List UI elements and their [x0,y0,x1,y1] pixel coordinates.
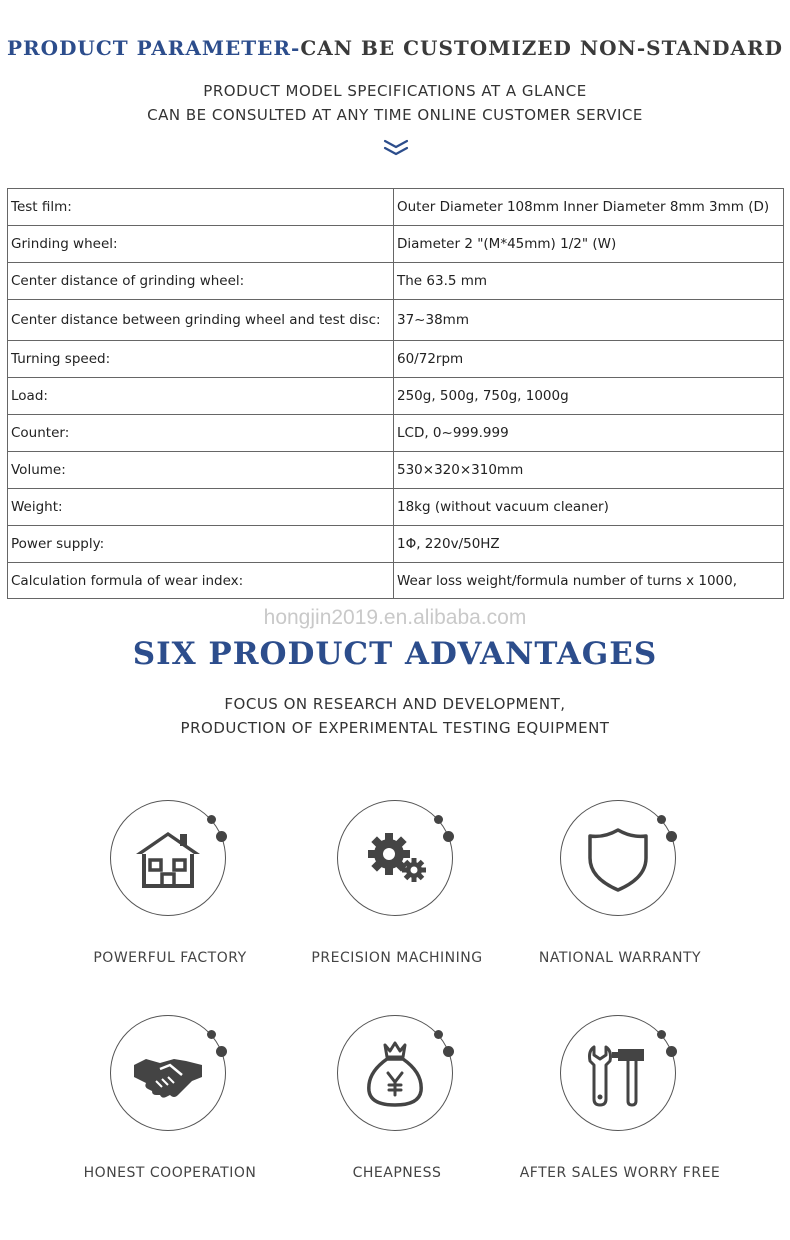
advantages-title: SIX PRODUCT ADVANTAGES [132,636,658,672]
factory-icon [130,820,206,896]
spec-label: Counter: [8,415,394,452]
spec-label: Grinding wheel: [8,226,394,263]
table-row [8,526,784,563]
table-row [8,378,784,415]
decor-dot [207,815,216,824]
tools-icon [580,1035,656,1111]
decor-dot [207,1030,216,1039]
decor-dot [434,815,443,824]
decor-dot [657,815,666,824]
table-row [8,489,784,526]
feature-label: HONEST COOPERATION [83,1165,257,1181]
spec-label: Load: [8,378,394,415]
spec-label: Center distance between grinding wheel and test disc: [8,300,394,341]
table-row [8,263,784,300]
feature-label: PRECISION MACHINING [311,950,483,966]
table-row [8,341,784,378]
spec-value: The 63.5 mm [394,263,784,300]
spec-value: 250g, 500g, 750g, 1000g [394,378,784,415]
title-part-highlight: PRODUCT PARAMETER- [7,36,301,60]
spec-label: Test film: [8,189,394,226]
decor-dot [216,1046,227,1057]
decor-dot [657,1030,666,1039]
decor-dot [666,831,677,842]
table-row [8,563,784,599]
decor-dot [443,831,454,842]
spec-label: Calculation formula of wear index: [8,563,394,599]
spec-value: Diameter 2 "(M*45mm) 1/2" (W) [394,226,784,263]
spec-value: 1Φ, 220v/50HZ [394,526,784,563]
spec-label: Volume: [8,452,394,489]
double-chevron-down-icon [383,137,409,159]
decor-dot [434,1030,443,1039]
gears-icon [357,820,433,896]
decor-dot [216,831,227,842]
watermark: hongjin2019.en.alibaba.com [263,606,527,629]
money-bag-icon [357,1035,433,1111]
spec-value: 37~38mm [394,300,784,341]
table-row [8,300,784,341]
decor-dot [443,1046,454,1057]
table-row [8,452,784,489]
subtitle-line-2: CAN BE CONSULTED AT ANY TIME ONLINE CUSTOMER SERVICE [147,106,643,124]
handshake-icon [130,1035,206,1111]
spec-value: LCD, 0~999.999 [394,415,784,452]
spec-value: Wear loss weight/formula number of turns x 1000, [394,563,784,599]
spec-value: Outer Diameter 108mm Inner Diameter 8mm 3mm (D) [394,189,784,226]
advantages-subtitle-line-1: FOCUS ON RESEARCH AND DEVELOPMENT, [224,695,566,713]
spec-value: 18kg (without vacuum cleaner) [394,489,784,526]
page-title [0,36,790,60]
spec-label: Turning speed: [8,341,394,378]
feature-label: NATIONAL WARRANTY [538,950,702,966]
table-row [8,226,784,263]
advantages-subtitle-line-2: PRODUCTION OF EXPERIMENTAL TESTING EQUIPMENT [180,719,610,737]
table-row [8,189,784,226]
feature-label: POWERFUL FACTORY [93,950,247,966]
spec-value: 530×320×310mm [394,452,784,489]
spec-table [7,188,784,599]
table-row [8,415,784,452]
feature-label: AFTER SALES WORRY FREE [519,1165,721,1181]
title-part-rest: CAN BE CUSTOMIZED NON-STANDARD [300,36,783,60]
decor-dot [666,1046,677,1057]
spec-label: Center distance of grinding wheel: [8,263,394,300]
subtitle-line-1: PRODUCT MODEL SPECIFICATIONS AT A GLANCE [203,82,587,100]
feature-label: CHEAPNESS [352,1165,442,1181]
shield-icon [580,820,656,896]
spec-value: 60/72rpm [394,341,784,378]
spec-label: Power supply: [8,526,394,563]
spec-label: Weight: [8,489,394,526]
